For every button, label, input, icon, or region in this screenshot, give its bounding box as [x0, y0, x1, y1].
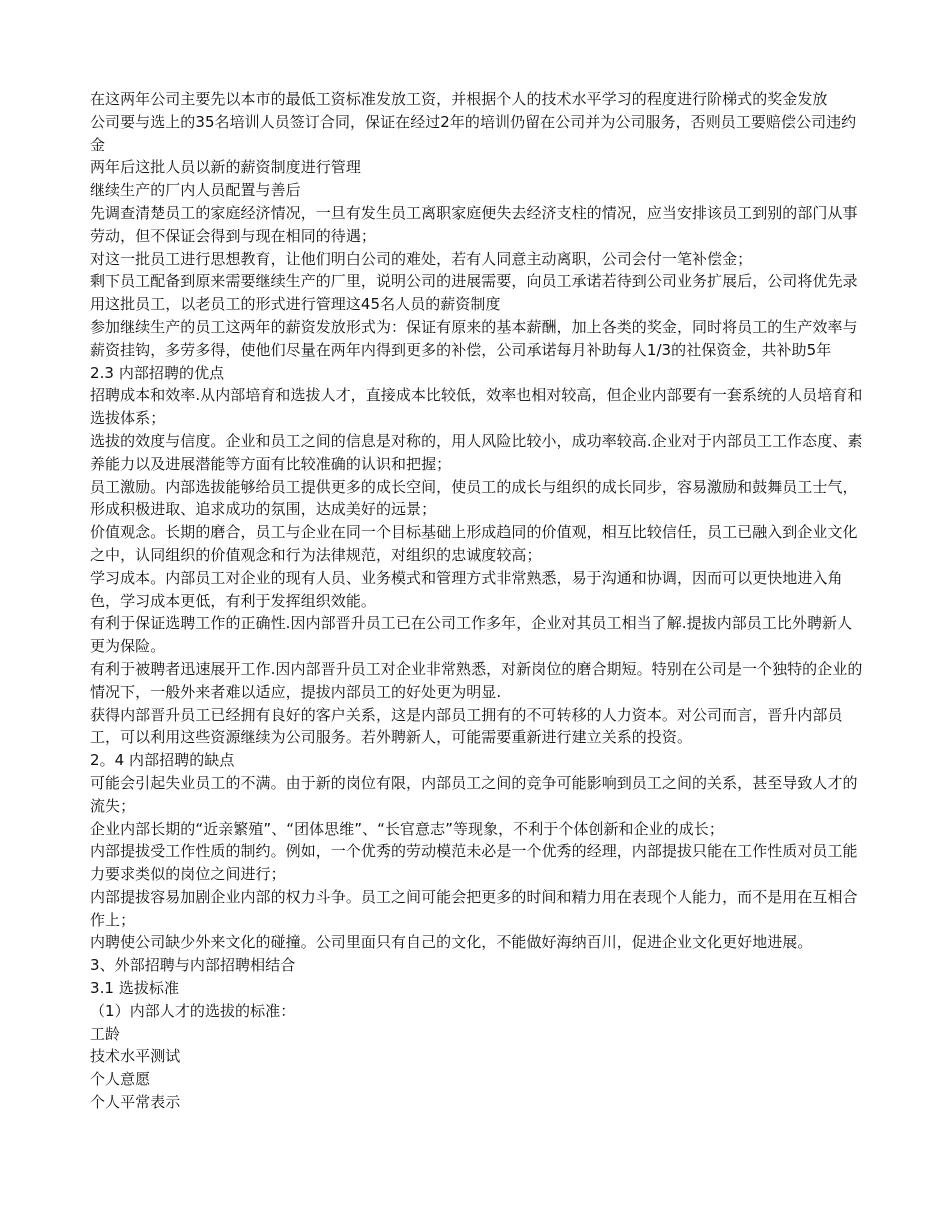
paragraph: 有利于保证选聘工作的正确性.因内部晋升员工已在公司工作多年，企业对其员工相当了解.提拔内部员工比外聘新人更为保险。 — [90, 614, 853, 656]
paragraph: 价值观念。长期的磨合，员工与企业在同一个目标基础上形成趋同的价值观，相互比较信任，员工已融入到企业文化之中，认同组织的价值观念和行为法律规范，对组织的忠诚度较高； — [90, 523, 858, 564]
paragraph: 内部提拔容易加剧企业内部的权力斗争。员工之间可能会把更多的时间和精力用在表现个人能力，而不是用在互相合作上； — [90, 887, 858, 929]
paragraph: 有利于被聘者迅速展开工作.因内部晋升员工对企业非常熟悉，对新岗位的磨合期短。特别在公司是一个独特的企业的情况下，一般外来者难以适应，提拔内部员工的好处更为明显. — [90, 659, 863, 701]
list-item: 技术水平测试 — [90, 1047, 181, 1066]
paragraph: 内部提拔受工作性质的制约。例如，一个优秀的劳动模范未必是一个优秀的经理，内部提拔只能在工作性质对员工能力要求类似的岗位之间进行； — [90, 842, 858, 884]
paragraph: 继续生产的厂内人员配置与善后 — [90, 181, 301, 200]
paragraph: 在这两年公司主要先以本市的最低工资标准发放工资，并根据个人的技术水平学习的程度进行阶梯式的奖金发放 — [90, 90, 828, 108]
paragraph: 员工激励。内部选拔能够给员工提供更多的成长空间，使员工的成长与组织的成长同步，容易激励和鼓舞员工士气，形成积极进取、追求成功的氛围，达成美好的远景； — [90, 477, 858, 519]
paragraph: 选拔的效度与信度。企业和员工之间的信息是对称的，用人风险比较小，成功率较高.企业对于内部员工工作态度、素养能力以及进展潜能等方面有比较准确的认识和把握； — [90, 431, 863, 473]
paragraph: 招聘成本和效率.从内部培育和选拔人才，直接成本比较低，效率也相对较高，但企业内部要有一套系统的人员培育和选拔体系； — [90, 386, 863, 428]
paragraph: 获得内部晋升员工已经拥有良好的客户关系，这是内部员工拥有的不可转移的人力资本。对公司而言，晋升内部员工，可以利用这些资源继续为公司服务。若外聘新人，可能需要重新进行建立关系的投资。 — [90, 705, 843, 747]
paragraph: 内聘使公司缺少外来文化的碰撞。公司里面只有自己的文化，不能做好海纳百川，促进企业文化更好地进展。 — [90, 933, 813, 952]
paragraph: 学习成本。内部员工对企业的现有人员、业务模式和管理方式非常熟悉，易于沟通和协调，因而可以更快地进入角色，学习成本更低，有利于发挥组织效能。 — [90, 568, 843, 610]
section-heading: 2。4 内部招聘的缺点 — [90, 751, 235, 770]
document-body — [90, 88, 865, 1114]
paragraph: 先调查清楚员工的家庭经济情况，一旦有发生员工离职家庭便失去经济支柱的情况，应当安排该员工到别的部门从事劳动，但不保证会得到与现在相同的待遇； — [90, 203, 858, 245]
list-item: 个人意愿 — [90, 1070, 151, 1089]
paragraph: 参加继续生产的员工这两年的薪资发放形式为：保证有原来的基本薪酬，加上各类的奖金，同时将员工的生产效率与薪资挂钩，多劳多得，使他们尽量在两年内得到更多的补偿，公司承诺每月补助每人1/3的社保资金，共补助5年 — [90, 317, 858, 359]
paragraph: 剩下员工配备到原来需要继续生产的厂里，说明公司的进展需要，向员工承诺若待到公司业务扩展后，公司将优先录用这批员工，以老员工的形式进行管理这45名人员的薪资制度 — [90, 272, 858, 314]
section-heading: 3.1 选拔标准 — [90, 979, 180, 998]
paragraph: 可能会引起失业员工的不满。由于新的岗位有限，内部员工之间的竞争可能影响到员工之间的关系，甚至导致人才的流失； — [90, 773, 858, 815]
paragraph: 两年后这批人员以新的薪资制度进行管理 — [90, 158, 361, 177]
section-heading: 2.3 内部招聘的优点 — [90, 363, 225, 382]
paragraph: （1）内部人才的选拔的标准： — [90, 1001, 296, 1020]
section-heading: 3、外部招聘与内部招聘相结合 — [90, 956, 296, 975]
paragraph: 企业内部长期的“近亲繁殖”、“团体思维”、“长官意志”等现象，不利于个体创新和企业的成长； — [90, 819, 724, 838]
paragraph: 对这一批员工进行思想教育，让他们明白公司的难处，若有人同意主动离职，公司会付一笔补偿金； — [90, 249, 753, 268]
paragraph: 公司要与选上的35名培训人员签订合同，保证在经过2年的培训仍留在公司并为公司服务，否则员工要赔偿公司违约金 — [90, 112, 857, 154]
list-item: 工龄 — [90, 1024, 121, 1043]
list-item: 个人平常表示 — [90, 1093, 181, 1112]
